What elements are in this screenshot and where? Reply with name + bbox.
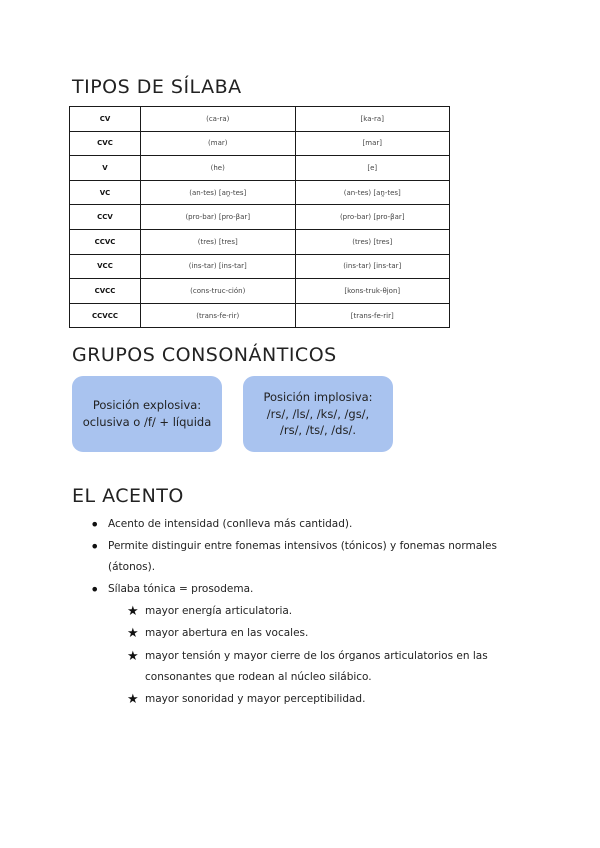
bullet-icon: • (90, 515, 100, 534)
table-row (70, 303, 450, 328)
star-icon: ★ (127, 692, 139, 707)
implosive-position-box (243, 376, 393, 452)
accent-item-prosodema: Sílaba tónica = prosodema. (108, 583, 254, 595)
table-row (70, 180, 450, 205)
syllable-pattern-cell: CVC (70, 131, 141, 156)
transcription-cell: (pro-bar) [pro-βar] (295, 205, 450, 230)
transcription-cell: [trans-fe-rir] (295, 303, 450, 328)
example-cell: (an-tes) [an̪-tes] (141, 180, 296, 205)
example-cell: (cons-truc-ción) (141, 279, 296, 304)
syllable-pattern-cell: VCC (70, 254, 141, 279)
table-row (70, 279, 450, 304)
example-cell: (he) (141, 156, 296, 181)
star-icon: ★ (127, 626, 139, 641)
example-cell: (ins-tar) [ins-tar] (141, 254, 296, 279)
sub-item-abertura: mayor abertura en las vocales. (145, 627, 309, 639)
table-row (70, 205, 450, 230)
syllable-pattern-cell: CCV (70, 205, 141, 230)
example-cell: (tres) [tres] (141, 229, 296, 254)
syllable-pattern-cell: CV (70, 107, 141, 132)
table-row (70, 254, 450, 279)
table-row (70, 156, 450, 181)
transcription-cell: [e] (295, 156, 450, 181)
syllable-pattern-cell: CVCC (70, 279, 141, 304)
explosive-position-text: Posición explosiva: oclusiva o /f/ + líquida (82, 398, 212, 429)
table-row (70, 107, 450, 132)
syllable-pattern-cell: CCVCC (70, 303, 141, 328)
bullet-icon: • (90, 580, 100, 599)
transcription-cell: [ka-ra] (295, 107, 450, 132)
section-title-el-acento: EL ACENTO (72, 485, 184, 507)
star-icon: ★ (127, 604, 139, 619)
transcription-cell: [mar] (295, 131, 450, 156)
syllable-types-table (69, 106, 450, 328)
table-row (70, 229, 450, 254)
explosive-position-box (72, 376, 222, 452)
example-cell: (mar) (141, 131, 296, 156)
sub-item-tension-line1: mayor tensión y mayor cierre de los órganos articulatorios en las (145, 650, 488, 662)
sub-item-tension-line2: consonantes que rodean al núcleo silábico. (145, 671, 372, 683)
section-title-tipos-de-silaba: TIPOS DE SÍLABA (72, 76, 242, 98)
accent-item-distinguish-line1: Permite distinguir entre fonemas intensivos (tónicos) y fonemas normales (108, 540, 497, 552)
bullet-icon: • (90, 537, 100, 556)
example-cell: (ca-ra) (141, 107, 296, 132)
transcription-cell: (ins-tar) [ins-tar] (295, 254, 450, 279)
section-title-grupos-consonanticos: GRUPOS CONSONÁNTICOS (72, 344, 337, 366)
syllable-pattern-cell: CCVC (70, 229, 141, 254)
sub-item-sonoridad: mayor sonoridad y mayor perceptibilidad. (145, 693, 366, 705)
syllable-pattern-cell: VC (70, 180, 141, 205)
example-cell: (trans-fe-rir) (141, 303, 296, 328)
sub-item-energia: mayor energía articulatoria. (145, 605, 293, 617)
accent-item-intensity: Acento de intensidad (conlleva más cantidad). (108, 518, 353, 530)
accent-item-distinguish-line2: (átonos). (108, 561, 156, 573)
example-cell: (pro-bar) [pro-βar] (141, 205, 296, 230)
star-icon: ★ (127, 649, 139, 664)
table-row (70, 131, 450, 156)
transcription-cell: (an-tes) [an̪-tes] (295, 180, 450, 205)
implosive-position-text: Posición implosiva: /rs/, /ls/, /ks/, /gs/, /rs/, /ts/, /ds/. (263, 389, 373, 438)
transcription-cell: [kons-truk-θjon] (295, 279, 450, 304)
transcription-cell: (tres) [tres] (295, 229, 450, 254)
syllable-pattern-cell: V (70, 156, 141, 181)
